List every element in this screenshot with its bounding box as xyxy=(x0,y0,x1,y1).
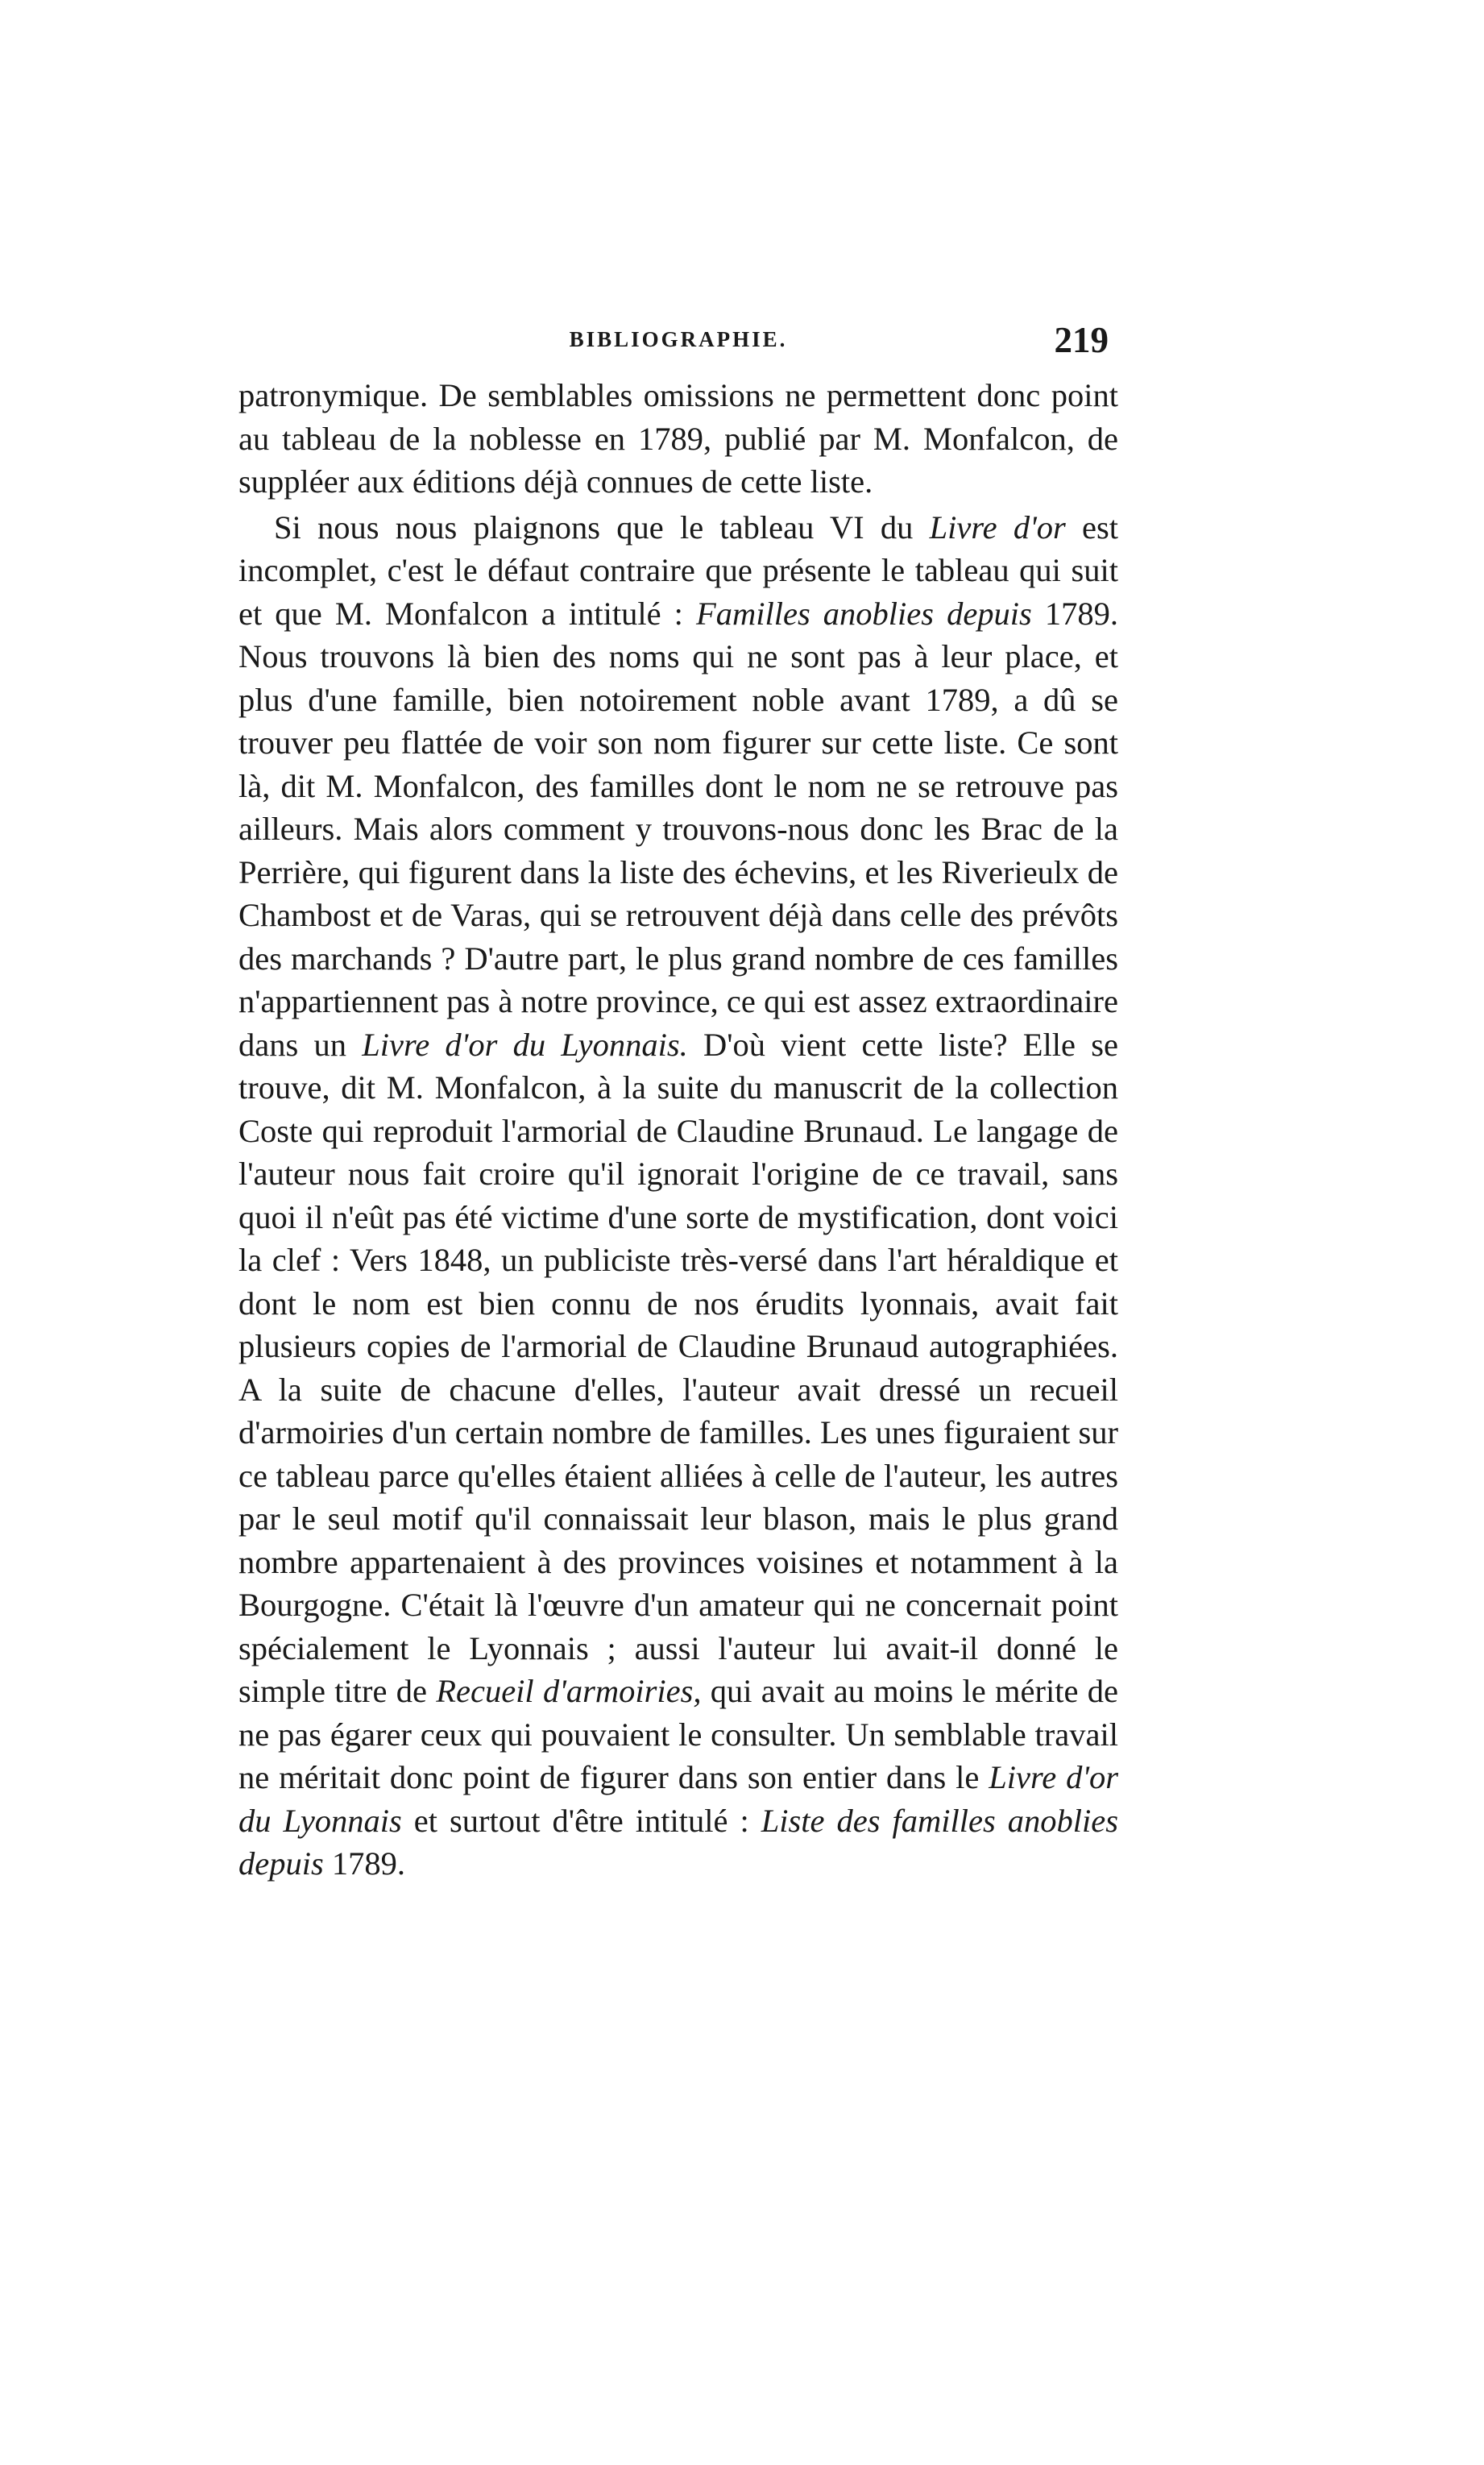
title-recueil-armoiries: Recueil d'armoiries, xyxy=(436,1673,702,1709)
running-head xyxy=(238,319,1118,367)
title-liste-familles: Liste des familles anoblies depuis xyxy=(238,1802,1118,1882)
paragraph-2-text-e: 1789. Nous trouvons là bien des noms qui ne sont pas à leur place, et plus d'une famille, bien notoirement noble avant 1789, a dû se trouver peu flattée de voir son nom figurer sur cette liste. Ce sont là, dit M. Monfalcon, des familles dont le nom ne se retrouve pas ailleurs. Mais alors comment y trouvons-nous donc les Brac de la Perrière, qui figurent dans la liste des échevins, et les Riverieulx de Chambost et de Varas, qui se retrouvent déjà dans celle des prévôts des marchands ? D'autre part, le plus grand nombre de ces familles n'appartiennent pas à notre province, ce qui est assez extraordinaire dans un xyxy=(238,595,1119,1063)
paragraph-2-text-a: Si nous nous plaignons que le tableau VI du xyxy=(274,508,930,546)
title-familles-anoblies: Familles anoblies depuis xyxy=(695,595,1032,632)
title-livre-dor-lyonnais-2: Livre d'or du Lyonnais xyxy=(238,1759,1118,1839)
title-livre-dor: Livre d'or xyxy=(929,508,1066,546)
running-title: BIBLIOGRAPHIE. xyxy=(569,327,788,351)
paragraph-2-text-m: 1789. xyxy=(323,1845,405,1882)
paragraph-1: patronymique. De semblables omissions ne permettent donc point au tableau de la noblesse en 1789, publié par M. Monfalcon, de suppléer aux éditions déjà connues de cette liste. xyxy=(238,377,1118,500)
paragraph-2-text-k: et surtout d'être intitulé : xyxy=(401,1802,761,1839)
paragraph-2-text-i: qui avait au moins le mérite de ne pas égarer ceux qui pouvaient le consulter. Un semblable travail ne méritait donc point de figurer dans son entier dans le xyxy=(238,1673,1118,1795)
page-number: 219 xyxy=(1054,320,1109,360)
paragraph-2 xyxy=(238,506,1118,1886)
body-text xyxy=(238,374,1118,1886)
title-livre-dor-lyonnais-1: Livre d'or du Lyonnais. xyxy=(362,1026,688,1063)
paragraph-2-text-c: est incomplet, c'est le défaut contraire que présente le tableau qui suit et que M. Monfalcon a intitulé : xyxy=(238,508,1118,632)
paragraph-2-text-g: D'où vient cette liste? Elle se trouve, dit M. Monfalcon, à la suite du manuscrit de la collection Coste qui reproduit l'armorial de Claudine Brunaud. Le langage de l'auteur nous fait croire qu'il ignorait l'origine de ce travail, sans quoi il n'eût pas été victime d'une sorte de mystification, dont voici la clef : Vers 1848, un publiciste très-versé dans l'art héraldique et dont le nom est bien connu de nos érudits lyonnais, avait fait plusieurs copies de l'armorial de Claudine Brunaud autographiées. A la suite de chacune d'elles, l'auteur avait dressé un recueil d'armoiries d'un certain nombre de familles. Les unes figuraient sur ce tableau parce qu'elles étaient alliées à celle de l'auteur, les autres par le seul motif qu'il connaissait leur blason, mais le plus grand nombre appartenaient à des provinces voisines et notamment à la Bourgogne. C'était là l'œuvre d'un amateur qui ne concernait point spécialement le Lyonnais ; aussi l'auteur lui avait-il donné le simple titre de xyxy=(238,1026,1118,1709)
